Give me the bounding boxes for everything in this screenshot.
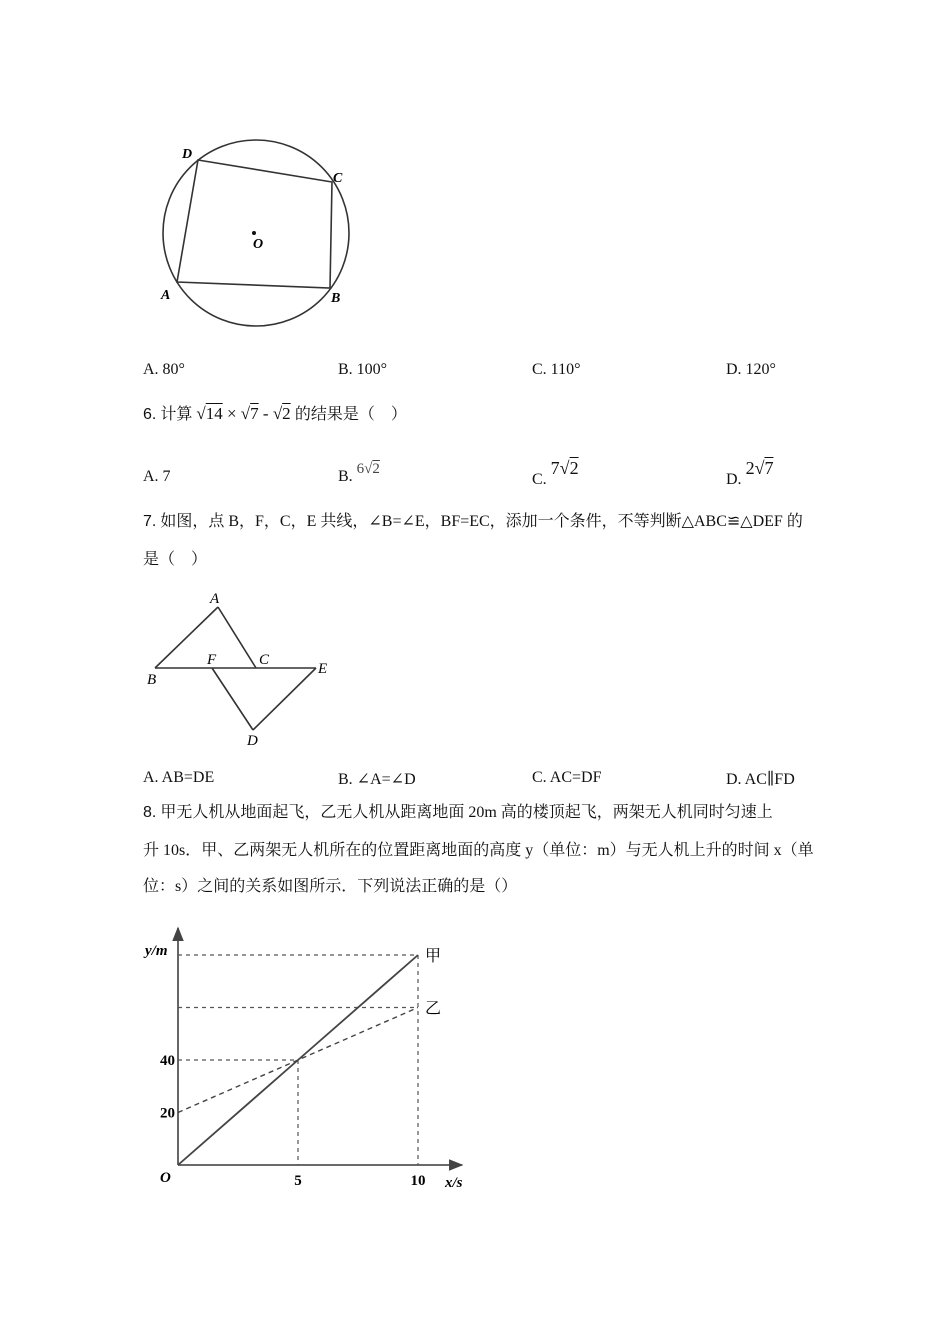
radical-sign-2: √ [240, 404, 251, 423]
q6-option-c-prefix: C. [532, 471, 547, 488]
q6-radicand-3: 2 [282, 404, 291, 423]
label-f: F [207, 652, 217, 668]
label-a: A [161, 288, 171, 303]
q6-option-b-value [357, 461, 380, 477]
segment-de [253, 668, 316, 730]
q6-number: 6. [143, 406, 157, 423]
times-sign: × [226, 404, 237, 423]
q6-suffix: 的结果是（ ） [294, 406, 407, 423]
radical-sign-3: √ [272, 404, 283, 423]
q7-number: 7. [143, 513, 157, 530]
q6-option-d-coef: 2 [745, 458, 755, 478]
q7-stem-line2: 是（ ） [143, 551, 208, 568]
q6-prefix: 计算 [160, 406, 193, 423]
label-b: B [331, 291, 341, 306]
q7-stem-line1 [143, 512, 803, 532]
series-label-1: 乙 [425, 1000, 442, 1018]
q6-option-b[interactable] [338, 460, 380, 485]
q6-option-b-prefix: B. [338, 468, 353, 485]
q6-option-c-radicand: 2 [569, 458, 579, 478]
q8-number: 8. [143, 804, 157, 821]
label-d: D [182, 147, 193, 162]
origin-label: O [160, 1170, 171, 1186]
q7-option-a[interactable]: A. AB=DE [143, 769, 215, 786]
q6-option-d-prefix: D. [726, 471, 742, 488]
q5-option-a[interactable]: A. 80° [143, 361, 185, 378]
q6-option-c-value [551, 458, 579, 478]
x-axis-label: x/s [445, 1175, 463, 1191]
q6-option-c-coef: 7 [550, 458, 560, 478]
y-tick-label-40: 40 [160, 1053, 175, 1069]
q6-expression [196, 404, 295, 423]
q7-option-b[interactable]: B. ∠A=∠D [338, 771, 416, 788]
q5-option-d[interactable]: D. 120° [726, 361, 776, 378]
label-e: E [318, 661, 328, 677]
q6-radicand-1: 14 [205, 404, 223, 423]
label-d: D [247, 733, 258, 749]
q6-option-b-coef: 6 [356, 461, 365, 477]
q6-option-d-radicand: 7 [764, 458, 774, 478]
q6-option-d-value [746, 458, 774, 478]
label-a: A [210, 591, 220, 607]
label-o: O [253, 237, 264, 252]
label-c: C [259, 652, 270, 668]
radical-sign: √ [559, 458, 570, 478]
radical-sign-1: √ [196, 404, 206, 423]
radical-sign: √ [754, 458, 765, 478]
label-b: B [147, 672, 157, 688]
label-c: C [333, 171, 343, 186]
q8-stem-line3: 位：s）之间的关系如图所示．下列说法正确的是（） [143, 878, 518, 895]
series-label-0: 甲 [425, 948, 442, 965]
y-axis-label: y/m [145, 943, 168, 959]
x-tick-label-10: 10 [410, 1173, 426, 1189]
q6-option-d[interactable] [726, 458, 774, 488]
q8-stem-line1 [143, 803, 773, 823]
x-tick-label-5: 5 [294, 1173, 302, 1189]
minus-sign: - [262, 404, 269, 423]
quadrilateral-abcd [177, 160, 332, 288]
segment-fd [212, 668, 253, 730]
q5-option-b[interactable]: B. 100° [338, 361, 388, 378]
segment-ac [218, 607, 256, 668]
q8-stem-line2: 升 10s．甲、乙两架无人机所在的位置距离地面的高度 y（单位：m）与无人机上升的时间 x（单 [143, 842, 814, 859]
y-tick-label-20: 20 [160, 1105, 175, 1122]
q6-stem [143, 404, 407, 425]
center-dot [252, 231, 256, 235]
q6-option-b-radicand: 2 [372, 461, 380, 477]
q7-option-d[interactable]: D. AC∥FD [726, 771, 795, 788]
q7-text-line1: 如图，点 B，F，C，E 共线，∠B=∠E，BF=EC，添加一个条件，不等判断△ABC≌△DEF 的 [160, 513, 803, 530]
q8-text-line1: 甲无人机从地面起飞，乙无人机从距离地面 20m 高的楼顶起飞，两架无人机同时匀速上 [160, 804, 773, 821]
q5-figure [150, 135, 365, 335]
q6-option-a[interactable]: A. 7 [143, 468, 171, 485]
q7-option-c[interactable]: C. AC=DF [532, 769, 602, 786]
radical-sign: √ [364, 461, 373, 477]
q7-figure [140, 585, 340, 750]
q6-option-c[interactable] [532, 458, 579, 488]
q6-radicand-2: 7 [250, 404, 259, 423]
q5-option-c[interactable]: C. 110° [532, 361, 581, 378]
q8-chart [135, 920, 480, 1200]
